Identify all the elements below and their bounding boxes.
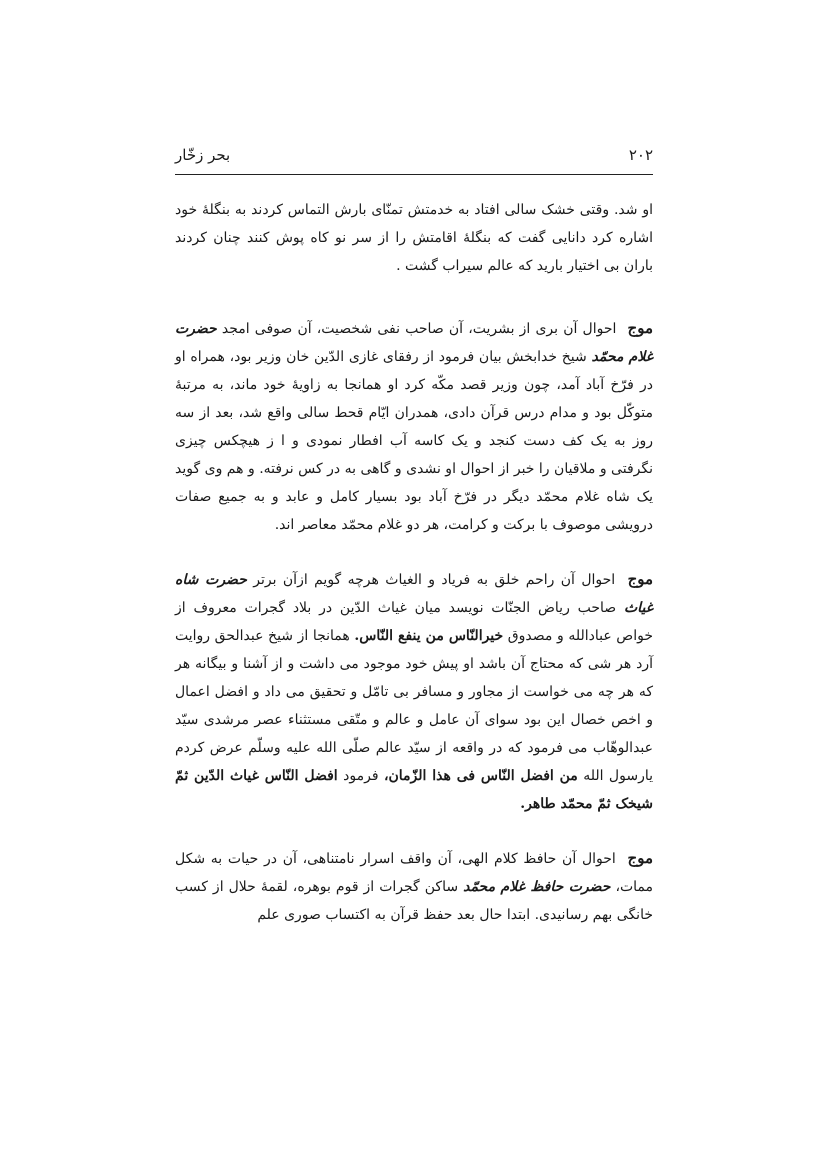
running-header (175, 146, 653, 174)
page-body (175, 196, 653, 955)
paragraph-4-text-1: احوال آن حافظ کلام الهی، آن واقف اسرار نامتناهی، آن در حیات به شکل ممات، (175, 851, 653, 895)
paragraph-3 (175, 565, 653, 818)
page-number: ۲۰۲ (628, 146, 653, 164)
paragraph-2 (175, 314, 653, 539)
paragraph-3-text-3: همانجا از شیخ عبدالحق روایت آرد هر شی که محتاج آن باشد او پیش خود موجود می داشت و از آشنا و بیگانه هر که هر چه می خواست از مجاور و مسافر بی تامّل و تحقیق می داد و افضل اعمال و اخص خصال این بود سوای آن عامل و عالم و متّقی مستثناء عصر مرشدی سیّد عبدالوهّاب می فرمود که در واقعه از سیّد عالم صلّی الله علیه وسلّم عرض کردم یارسول الله (175, 628, 653, 784)
saint-name: حضرت حافظ غلام محمّد (463, 879, 611, 895)
section-marker: موج (627, 570, 654, 588)
arabic-phrase: خیرالنّاس من ینفع النّاس. (354, 628, 504, 644)
paragraph-3-text-4: فرمود (343, 768, 379, 784)
paragraph-4-text-2: ساکن گجرات از قوم بوهره، لقمهٔ حلال از کسب خانگی بهم رسانیدی. ابتدا حال بعد حفظ قرآن به اکتساب صوری علم (175, 879, 653, 923)
header-rule (175, 174, 653, 175)
running-title: بحر زخّار (175, 146, 231, 164)
paragraph-1-text: او شد. وقتی خشک سالی افتاد به خدمتش تمنّای بارش التماس کردند به بنگلهٔ خود اشاره کرد دانایی گفت که بنگلهٔ اقامتش را از سر نو کاه پوش کنند چنان کردند باران بی اختیار بارید که عالم سیراب گشت . (175, 202, 653, 274)
paragraph-2-text-1: احوال آن بری از بشریت، آن صاحب نفی شخصیت، آن صوفی امجد (221, 321, 617, 337)
section-marker: موج (627, 319, 654, 337)
section-marker: موج (627, 849, 653, 867)
paragraph-2-text-2: شیخ خدابخش بیان فرمود از رفقای غازی الدّین خان وزیر بود، همراه او در فرّخ آباد آمد، چون وزیر قصد مکّه کرد او همانجا به زاویهٔ خود ماند، به مرتبهٔ متوکّل بود و مدام درس قرآن دادی، همدران ایّام قحط سالی واقع شد، بعد از سه روز به یک کف دست کنجد و یک کاسه آب افطار نمودی و ا ز هیچکس چیزی نگرفتی و ملاقیان را خبر از احوال او نشدی و گاهی به در کس نرفته. و هم وی گوید یک شاه غلام محمّد دیگر در فرّخ آباد بود بسیار کامل و عابد و به جمیع صفات درویشی موصوف با برکت و کرامت، هر دو غلام محمّد معاصر اند. (175, 349, 653, 533)
arabic-phrase: من افضل النّاس فی هذا الزّمان، (383, 768, 578, 784)
paragraph-3-text-2: صاحب ریاض الجنّات نویسد میان غیاث الدّین در بلاد گجرات معروف از خواص عبادالله و مصدوق (175, 600, 653, 644)
saint-name: حضرت غلام محمّد (175, 321, 653, 365)
saint-name: حضرت شاه غیاث (175, 572, 653, 616)
paragraph-1 (175, 196, 653, 280)
paragraph-3-text-1: احوال آن راحم خلق به فریاد و الغیاث هرچه گویم ازآن برتر (253, 572, 616, 588)
arabic-phrase: افضل النّاس غیاث الدّین ثمّ شیخک ثمّ محمّد طاهر. (175, 768, 653, 812)
paragraph-4 (175, 844, 653, 929)
